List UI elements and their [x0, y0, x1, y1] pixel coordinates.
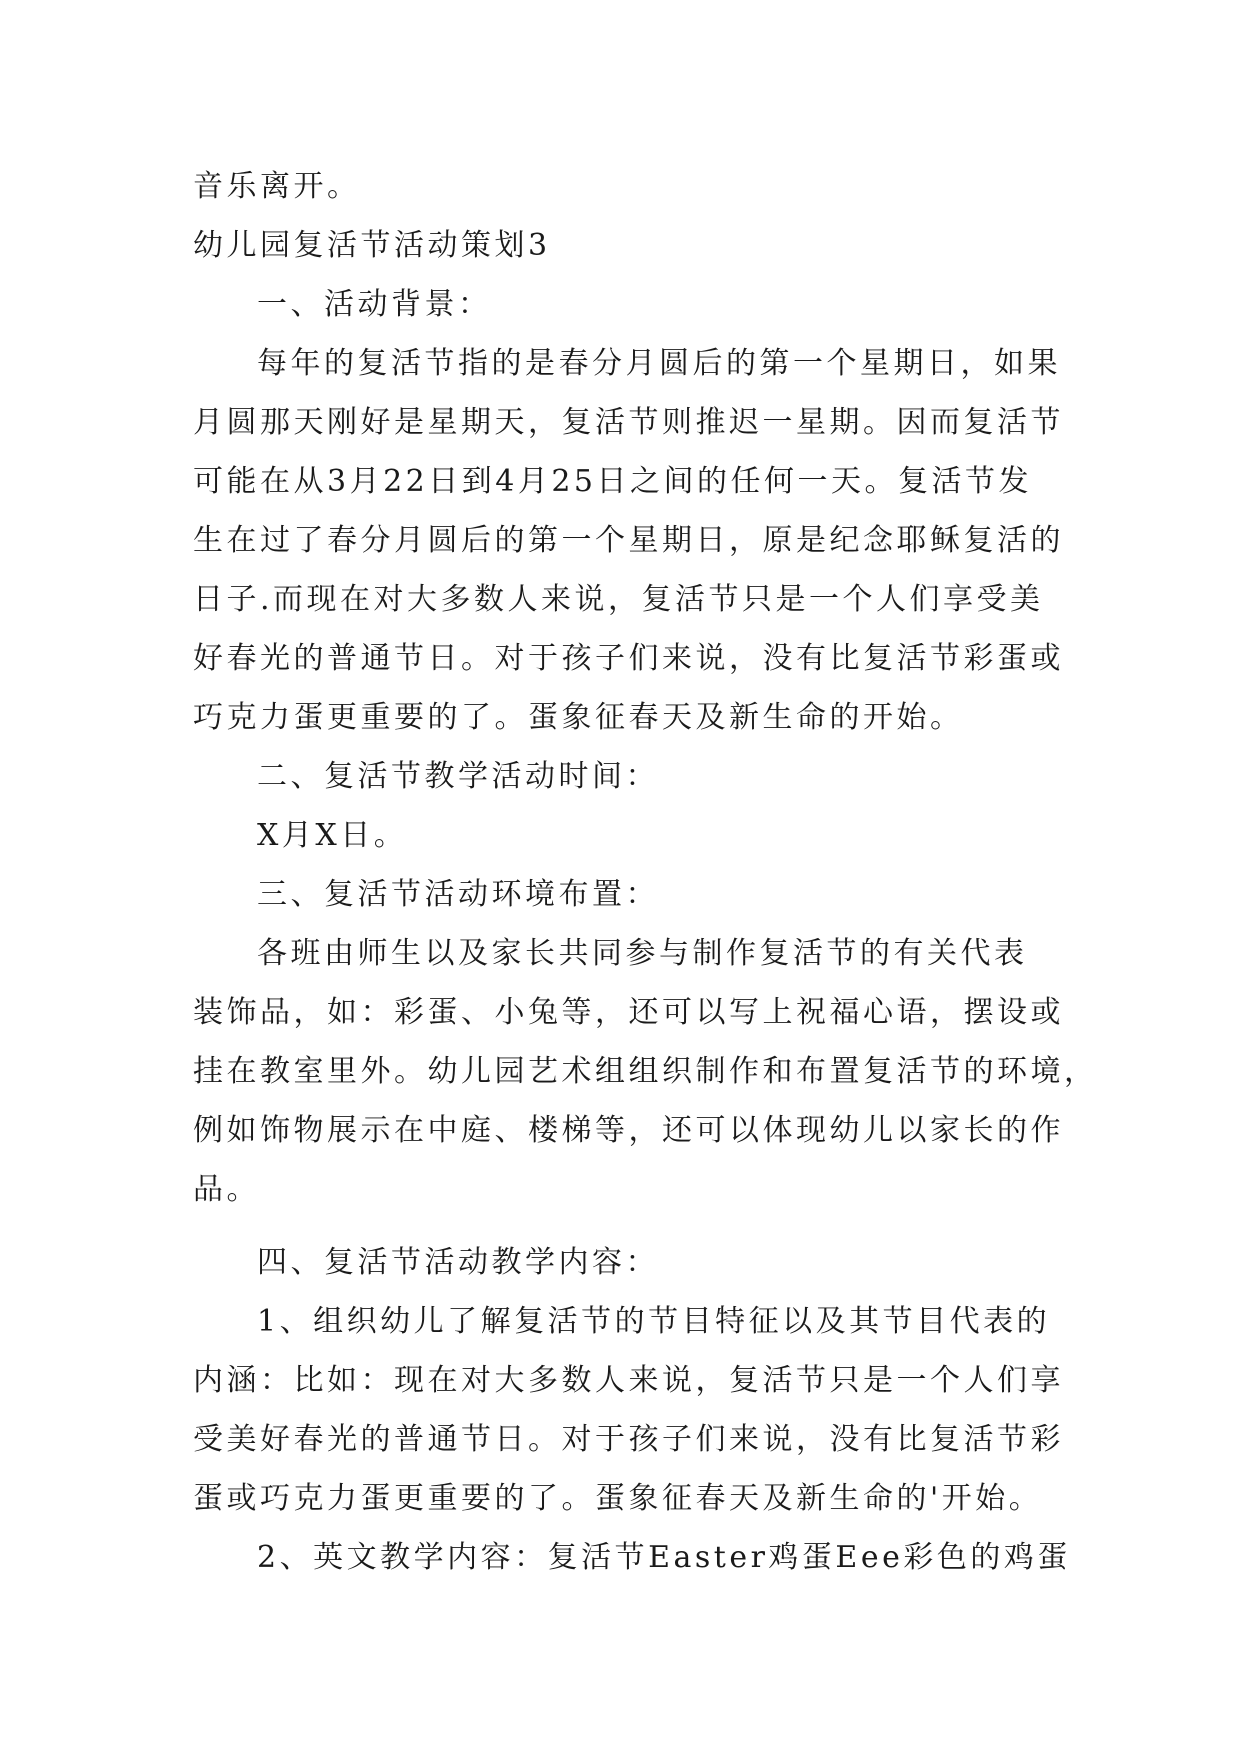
- paragraph-line: 品。: [193, 1172, 260, 1207]
- paragraph-line: 月圆那天刚好是星期天，复活节则推迟一星期。因而复活节: [193, 405, 1064, 440]
- paragraph-gap: [193, 1219, 1058, 1233]
- paragraph-line: 巧克力蛋更重要的了。蛋象征春天及新生命的开始。: [193, 700, 964, 735]
- paragraph-line: 1、组织幼儿了解复活节的节目特征以及其节目代表的: [257, 1304, 1051, 1339]
- section-title: 幼儿园复活节活动策划3: [193, 228, 551, 263]
- paragraph-line: 生在过了春分月圆后的第一个星期日，原是纪念耶稣复活的: [193, 523, 1064, 558]
- paragraph-line: 日子.而现在对大多数人来说，复活节只是一个人们享受美: [193, 582, 1044, 617]
- heading-content: 四、复活节活动教学内容：: [257, 1245, 659, 1280]
- paragraph-line: 内涵：比如：现在对大多数人来说，复活节只是一个人们享: [193, 1363, 1064, 1398]
- text-line: 音乐离开。: [193, 169, 361, 204]
- paragraph-line: 2、英文教学内容：复活节Easter鸡蛋Eee彩色的鸡蛋: [257, 1540, 1071, 1575]
- document-body: [193, 157, 1098, 1587]
- paragraph-line: 装饰品，如：彩蛋、小兔等，还可以写上祝福心语，摆设或: [193, 995, 1064, 1030]
- paragraph-line: 好春光的普通节日。对于孩子们来说，没有比复活节彩蛋或: [193, 641, 1064, 676]
- paragraph-line: 蛋或巧克力蛋更重要的了。蛋象征春天及新生命的'开始。: [193, 1481, 1043, 1516]
- paragraph-line: 例如饰物展示在中庭、楼梯等，还可以体现幼儿以家长的作: [193, 1113, 1064, 1148]
- heading-time: 二、复活节教学活动时间：: [257, 759, 659, 794]
- paragraph-line: 受美好春光的普通节日。对于孩子们来说，没有比复活节彩: [193, 1422, 1064, 1457]
- paragraph-line: 挂在教室里外。幼儿园艺术组组织制作和布置复活节的环境，: [193, 1054, 1098, 1089]
- heading-background: 一、活动背景：: [257, 287, 492, 322]
- paragraph-line: 每年的复活节指的是春分月圆后的第一个星期日，如果: [257, 346, 1061, 381]
- paragraph-line: 可能在从3月22日到4月25日之间的任何一天。复活节发: [193, 464, 1033, 499]
- paragraph-line: X月X日。: [257, 818, 408, 853]
- heading-environment: 三、复活节活动环境布置：: [257, 877, 659, 912]
- paragraph-line: 各班由师生以及家长共同参与制作复活节的有关代表: [257, 936, 1028, 971]
